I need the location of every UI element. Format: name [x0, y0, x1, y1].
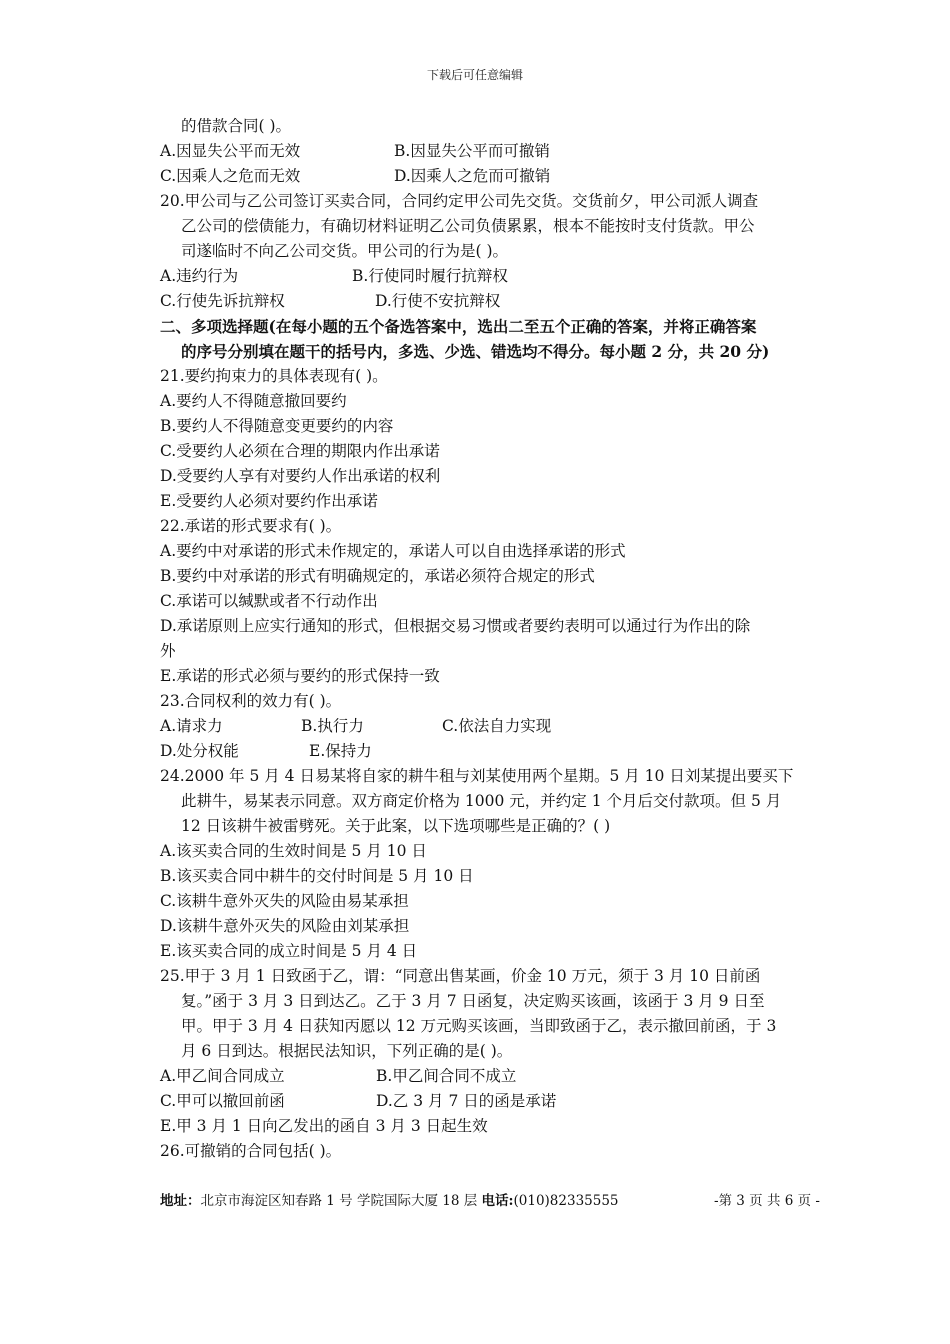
q24-stem-line-1: 24.2000 年 5 月 4 日易某将自家的耕牛租与刘某使用两个星期。5 月 10 日刘某提出要买下 [160, 767, 794, 785]
q25-option-c: C.甲可以撤回前函 [160, 1092, 285, 1110]
q24-option-d: D.该耕牛意外灭失的风险由刘某承担 [160, 917, 410, 935]
q19-stem-continuation: 的借款合同( )。 [181, 117, 292, 135]
q19-option-c: C.因乘人之危而无效 [160, 167, 301, 185]
q26-stem: 26.可撤销的合同包括( )。 [160, 1142, 342, 1160]
footer-phone: (010)82335555 [513, 1193, 619, 1209]
q25-stem-line-2: 复。”函于 3 月 3 日到达乙。乙于 3 月 7 日函复，决定购买该画，该函于 3 月 9 日至 [181, 992, 765, 1010]
q23-options-row-2 [160, 739, 808, 764]
section-2-heading-line-2: 的序号分别填在题干的括号内，多选、少选、错选均不得分。每小题 2 分，共 20 分) [181, 342, 770, 361]
q20-stem-line-1: 20.甲公司与乙公司签订买卖合同，合同约定甲公司先交货。交货前夕，甲公司派人调查 [160, 192, 759, 210]
q22-option-d-line-2: 外 [160, 642, 176, 660]
q20-stem-line-2: 乙公司的偿债能力，有确切材料证明乙公司负债累累，根本不能按时支付货款。甲公 [181, 217, 755, 235]
q20-option-c: C.行使先诉抗辩权 [160, 292, 285, 310]
q23-option-b: B.执行力 [301, 717, 364, 735]
q24-option-c: C.该耕牛意外灭失的风险由易某承担 [160, 892, 409, 910]
q21-stem: 21.要约拘束力的具体表现有( )。 [160, 367, 388, 385]
footer-page-number: -第 3 页 共 6 页 - [713, 1193, 820, 1209]
q25-stem-line-1: 25.甲于 3 月 1 日致函于乙，谓：“同意出售某画，价金 10 万元，须于 3 月 10 日前函 [160, 967, 761, 985]
q25-options-row-2 [160, 1089, 808, 1114]
q20-stem-line-3: 司遂临时不向乙公司交货。甲公司的行为是( )。 [181, 242, 509, 260]
footer-phone-label: 电话: [481, 1193, 514, 1209]
q23-options-row-1 [160, 714, 808, 739]
page-header: 下载后可任意编辑 [426, 68, 523, 82]
q22-option-d-line-1: D.承诺原则上应实行通知的形式，但根据交易习惯或者要约表明可以通过行为作出的除 [160, 617, 751, 635]
q22-option-e: E.承诺的形式必须与要约的形式保持一致 [160, 667, 440, 685]
q25-option-b: B.甲乙间合同不成立 [376, 1067, 517, 1085]
q23-option-d: D.处分权能 [160, 742, 239, 760]
q21-option-c: C.受要约人必须在合理的期限内作出承诺 [160, 442, 440, 460]
q19-options-row-1 [160, 139, 808, 164]
footer-address-text: 北京市海淀区知春路 1 号 学院国际大厦 18 层 [200, 1193, 482, 1209]
q20-option-b: B.行使同时履行抗辩权 [352, 267, 508, 285]
q23-stem: 23.合同权利的效力有( )。 [160, 692, 342, 710]
q21-option-e: E.受要约人必须对要约作出承诺 [160, 492, 378, 510]
q22-option-c: C.承诺可以缄默或者不行动作出 [160, 592, 378, 610]
q19-options-row-2 [160, 164, 808, 189]
footer-address [160, 1189, 619, 1209]
page-content [160, 114, 808, 1164]
q23-option-e: E.保持力 [309, 742, 372, 760]
q24-option-a: A.该买卖合同的生效时间是 5 月 10 日 [160, 842, 427, 860]
q25-options-row-1 [160, 1064, 808, 1089]
q25-option-d: D.乙 3 月 7 日的函是承诺 [376, 1092, 557, 1110]
q24-stem-line-3: 12 日该耕牛被雷劈死。关于此案，以下选项哪些是正确的？( ) [181, 817, 611, 835]
q24-stem-line-2: 此耕牛，易某表示同意。双方商定价格为 1000 元，并约定 1 个月后交付款项。但 5 月 [181, 792, 782, 810]
q25-option-a: A.甲乙间合同成立 [160, 1067, 285, 1085]
q20-options-row-2 [160, 289, 808, 314]
q20-option-a: A.违约行为 [160, 267, 239, 285]
footer-address-label: 地址： [160, 1193, 201, 1209]
section-2-heading-line-1: 二、多项选择题(在每小题的五个备选答案中，选出二至五个正确的答案，并将正确答案 [160, 317, 757, 336]
q19-option-b: B.因显失公平而可撤销 [394, 142, 550, 160]
q22-option-a: A.要约中对承诺的形式未作规定的，承诺人可以自由选择承诺的形式 [160, 542, 626, 560]
q20-options-row-1 [160, 264, 808, 289]
q25-stem-line-3: 甲。甲于 3 月 4 日获知丙愿以 12 万元购买该画，当即致函于乙，表示撤回前函，于 3 [181, 1017, 777, 1035]
q22-stem: 22.承诺的形式要求有( )。 [160, 517, 342, 535]
q19-option-d: D.因乘人之危而可撤销 [394, 167, 551, 185]
q21-option-b: B.要约人不得随意变更要约的内容 [160, 417, 394, 435]
q21-option-a: A.要约人不得随意撤回要约 [160, 392, 347, 410]
q23-option-a: A.请求力 [160, 717, 223, 735]
q24-option-e: E.该买卖合同的成立时间是 5 月 4 日 [160, 942, 418, 960]
q25-option-e: E.甲 3 月 1 日向乙发出的函自 3 月 3 日起生效 [160, 1117, 488, 1135]
q22-option-b: B.要约中对承诺的形式有明确规定的，承诺必须符合规定的形式 [160, 567, 595, 585]
q21-option-d: D.受要约人享有对要约人作出承诺的权利 [160, 467, 441, 485]
q25-stem-line-4: 月 6 日到达。根据民法知识，下列正确的是( )。 [181, 1042, 513, 1060]
q19-option-a: A.因显失公平而无效 [160, 142, 301, 160]
q24-option-b: B.该买卖合同中耕牛的交付时间是 5 月 10 日 [160, 867, 474, 885]
q20-option-d: D.行使不安抗辩权 [375, 292, 501, 310]
q23-option-c: C.依法自力实现 [442, 717, 552, 735]
